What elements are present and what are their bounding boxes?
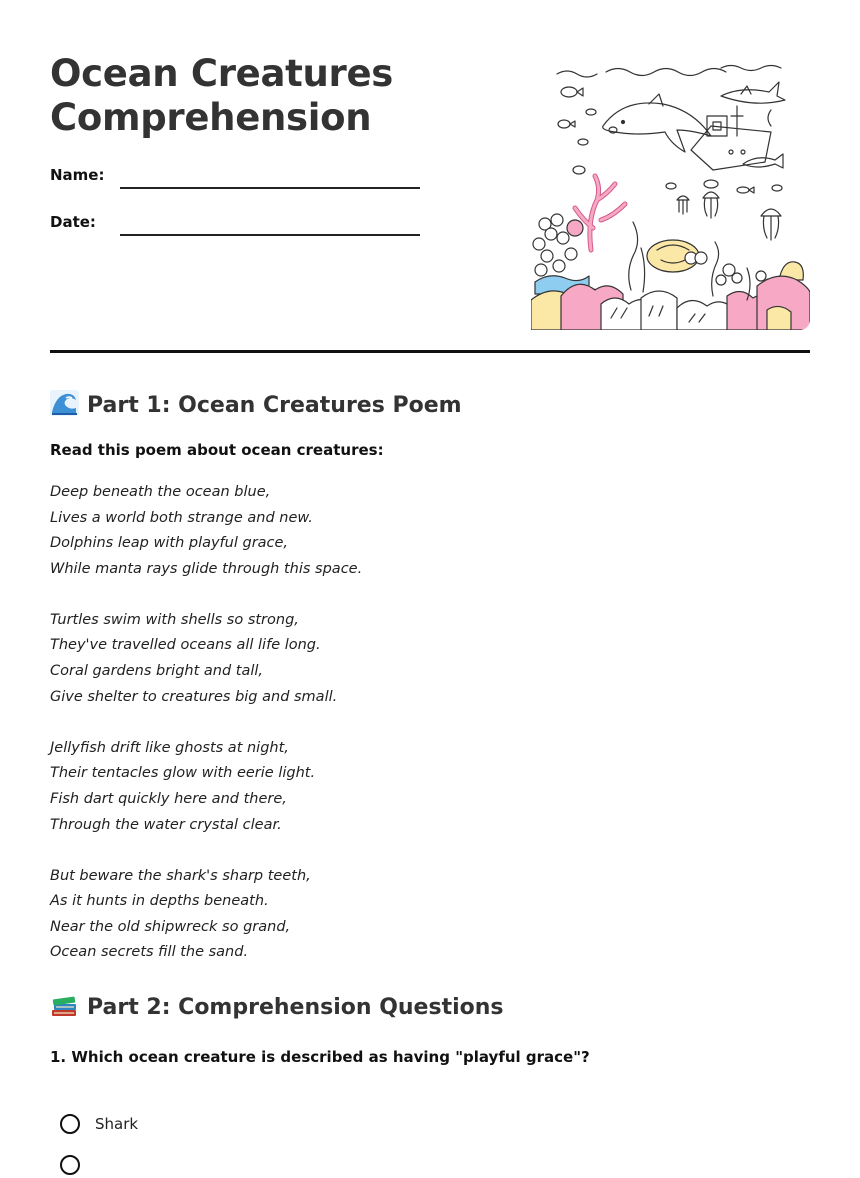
part1-heading-text: Part 1: Ocean Creatures Poem xyxy=(87,393,462,418)
wave-icon xyxy=(50,390,79,416)
poem-line: Turtles swim with shells so strong, xyxy=(50,611,299,628)
question-1-option-partial[interactable] xyxy=(60,1152,95,1178)
poem-line: Lives a world both strange and new. xyxy=(50,509,313,526)
poem-stanza xyxy=(50,736,362,838)
part2-heading xyxy=(50,992,504,1023)
header-divider xyxy=(50,350,810,353)
part2-heading-text: Part 2: Comprehension Questions xyxy=(87,995,504,1020)
ocean-illustration xyxy=(531,60,810,330)
worksheet-title xyxy=(50,52,393,140)
poem-instruction: Read this poem about ocean creatures: xyxy=(50,441,384,459)
option-label: Shark xyxy=(95,1115,139,1133)
name-label: Name: xyxy=(50,166,105,184)
poem-line: Jellyfish drift like ghosts at night, xyxy=(50,739,289,756)
poem-line: While manta rays glide through this space. xyxy=(50,560,363,577)
radio-button[interactable] xyxy=(60,1155,80,1175)
radio-button[interactable] xyxy=(60,1114,80,1134)
poem-line: Dolphins leap with playful grace, xyxy=(50,535,289,552)
poem-line: Their tentacles glow with eerie light. xyxy=(50,765,316,782)
poem-line: As it hunts in depths beneath. xyxy=(50,893,269,910)
poem-line: Fish dart quickly here and there, xyxy=(50,790,287,807)
poem-stanza xyxy=(50,480,362,582)
poem-line: Deep beneath the ocean blue, xyxy=(50,484,271,500)
poem-line: Coral gardens bright and tall, xyxy=(50,663,264,680)
poem xyxy=(50,480,362,992)
date-label: Date: xyxy=(50,213,96,231)
poem-line: But beware the shark's sharp teeth, xyxy=(50,867,311,884)
poem-line: Through the water crystal clear. xyxy=(50,816,282,833)
poem-line: Give shelter to creatures big and small. xyxy=(50,688,338,705)
date-field[interactable] xyxy=(120,234,420,236)
part1-heading xyxy=(50,390,462,421)
title-line-1: Ocean Creatures xyxy=(50,52,394,95)
books-icon xyxy=(50,992,79,1018)
poem-line: Near the old shipwreck so grand, xyxy=(50,918,291,935)
poem-line: They've travelled oceans all life long. xyxy=(50,637,321,654)
poem-line: Ocean secrets fill the sand. xyxy=(50,944,249,961)
poem-stanza xyxy=(50,608,362,710)
question-1-option-shark[interactable] xyxy=(60,1111,138,1137)
poem-stanza xyxy=(50,864,362,966)
name-field[interactable] xyxy=(120,187,420,189)
question-1: 1. Which ocean creature is described as having "playful grace"? xyxy=(50,1048,590,1066)
title-line-2: Comprehension xyxy=(50,96,372,139)
